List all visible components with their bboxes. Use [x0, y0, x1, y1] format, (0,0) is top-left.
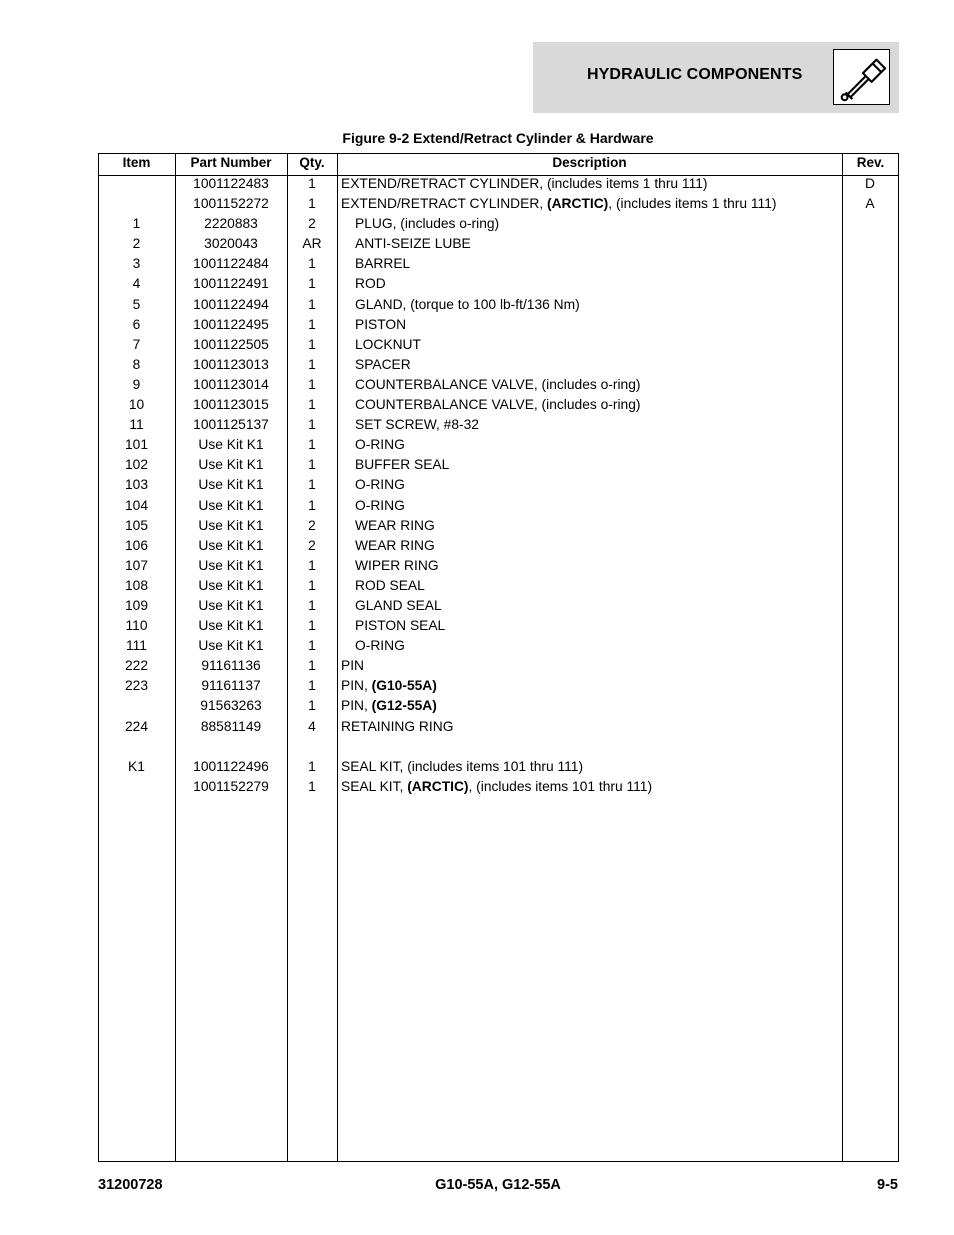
item-cell: 6 [132, 316, 141, 332]
part-number-cell: Use Kit K1 [198, 437, 264, 453]
table-row [98, 616, 899, 636]
qty-cell: 1 [308, 678, 316, 694]
qty-cell: 1 [308, 557, 316, 573]
description-cell: EXTEND/RETRACT CYLINDER, (includes items 1 thru 111) [341, 176, 708, 191]
table-row [98, 717, 899, 737]
qty-cell: 1 [308, 397, 316, 413]
part-number-cell: Use Kit K1 [198, 477, 264, 493]
qty-cell: 1 [308, 417, 316, 433]
qty-cell: 1 [308, 256, 316, 272]
description-cell [341, 194, 776, 214]
qty-cell: 1 [308, 176, 316, 191]
qty-cell: 1 [308, 597, 316, 613]
qty-cell: 1 [308, 477, 316, 493]
description-bold-text: (ARCTIC) [546, 196, 609, 212]
part-number-cell: Use Kit K1 [198, 618, 264, 634]
table-row [98, 174, 899, 194]
item-cell: 7 [132, 336, 141, 352]
item-cell: 1 [132, 216, 141, 232]
qty-cell: 2 [308, 537, 316, 553]
part-number-cell: 1001122505 [193, 336, 269, 352]
item-cell: 103 [124, 477, 149, 493]
description-bold-text: (ARCTIC) [407, 778, 469, 794]
figure-title: Figure 9-2 Extend/Retract Cylinder & Hardware [342, 130, 654, 146]
table-row [98, 295, 899, 315]
part-number-cell: Use Kit K1 [198, 497, 264, 513]
item-cell: 105 [124, 517, 149, 533]
part-number-cell: 1001125137 [193, 417, 269, 433]
description-cell: BUFFER SEAL [355, 457, 450, 473]
table-row [98, 254, 899, 274]
item-cell: 111 [126, 638, 147, 654]
description-cell: O-RING [355, 477, 405, 493]
description-cell: O-RING [355, 437, 405, 453]
rev-cell: D [865, 176, 875, 191]
page-number: 9-5 [877, 1177, 898, 1193]
part-number-cell: Use Kit K1 [198, 517, 264, 533]
qty-cell: 1 [308, 658, 316, 674]
part-number-cell: 88581149 [200, 718, 262, 734]
table-row [98, 315, 899, 335]
table-row [98, 777, 899, 797]
description-cell: WEAR RING [355, 517, 435, 533]
part-number-cell: 2220883 [204, 216, 258, 232]
description-cell: SET SCREW, #8-32 [355, 417, 479, 433]
table-row [98, 596, 899, 616]
description-cell: PISTON SEAL [355, 618, 446, 634]
qty-cell: 1 [308, 577, 316, 593]
qty-cell: 4 [308, 718, 316, 734]
qty-cell: 1 [308, 778, 316, 794]
description-cell: COUNTERBALANCE VALVE, (includes o-ring) [355, 376, 641, 392]
qty-cell: 1 [308, 638, 316, 654]
description-cell: ANTI-SEIZE LUBE [355, 236, 471, 252]
description-cell: ROD SEAL [355, 577, 425, 593]
table-row [98, 757, 899, 777]
table-row [98, 435, 899, 455]
part-number-cell: Use Kit K1 [198, 597, 264, 613]
model-numbers: G10-55A, G12-55A [435, 1177, 561, 1193]
description-bold-text: (G10-55A) [371, 678, 437, 694]
qty-cell: 1 [308, 196, 316, 212]
description-cell [341, 777, 652, 797]
qty-cell: 1 [308, 276, 316, 292]
item-cell: 222 [124, 658, 149, 674]
table-row [98, 676, 899, 696]
part-number-cell: 1001123013 [193, 356, 269, 372]
description-cell: WEAR RING [355, 537, 435, 553]
table-row [98, 214, 899, 234]
column-header-rev: Rev. [856, 155, 885, 170]
description-cell: RETAINING RING [341, 718, 454, 734]
qty-cell: 2 [308, 517, 316, 533]
column-header-description: Description [552, 155, 627, 170]
qty-cell: 1 [308, 698, 316, 714]
part-number-cell: 91161137 [201, 678, 261, 694]
description-cell: O-RING [355, 638, 405, 654]
description-bold-text: (G12-55A) [371, 698, 437, 714]
table-row [98, 656, 899, 676]
column-header-qty: Qty. [299, 155, 325, 170]
item-cell: 104 [124, 497, 149, 513]
part-number-cell: 1001152279 [193, 778, 269, 794]
table-row [98, 234, 899, 254]
table-row [98, 335, 899, 355]
table-row [98, 274, 899, 294]
description-cell: PIN [341, 658, 364, 674]
section-title: HYDRAULIC COMPONENTS [587, 66, 803, 83]
item-cell: 8 [132, 356, 141, 372]
part-number-cell: 1001122496 [193, 758, 269, 774]
document-number: 31200728 [98, 1177, 163, 1193]
description-text: EXTEND/RETRACT CYLINDER, [341, 196, 547, 212]
description-cell: WIPER RING [355, 557, 439, 573]
item-cell: 4 [132, 276, 141, 292]
table-row [98, 194, 899, 214]
description-cell: GLAND SEAL [355, 597, 442, 613]
table-row [98, 415, 899, 435]
qty-cell: 1 [308, 336, 316, 352]
part-number-cell: Use Kit K1 [198, 638, 264, 654]
qty-cell: 1 [308, 758, 316, 774]
table-row [98, 455, 899, 475]
part-number-cell: 1001122483 [193, 176, 269, 191]
table-row [98, 355, 899, 375]
part-number-cell: 1001122491 [193, 276, 269, 292]
description-text: , (includes items 1 thru 111) [608, 196, 777, 212]
description-cell [341, 676, 437, 696]
column-header-part-number: Part Number [190, 155, 272, 170]
item-cell: 3 [132, 256, 141, 272]
table-row [98, 696, 899, 716]
part-number-cell: 3020043 [204, 236, 258, 252]
qty-cell: 1 [308, 356, 316, 372]
item-cell: 110 [125, 618, 148, 634]
item-cell: 5 [132, 296, 141, 312]
part-number-cell: 1001122494 [193, 296, 269, 312]
table-row [98, 536, 899, 556]
qty-cell: 1 [308, 296, 316, 312]
part-number-cell: Use Kit K1 [198, 557, 264, 573]
qty-cell: 1 [308, 376, 316, 392]
item-cell: K1 [128, 758, 145, 774]
description-cell: ROD [355, 276, 386, 292]
description-cell: SPACER [355, 356, 411, 372]
qty-cell: 2 [308, 216, 316, 232]
description-cell: PISTON [355, 316, 407, 332]
qty-cell: 1 [308, 618, 316, 634]
description-text: , (includes items 101 thru 111) [468, 778, 653, 794]
item-cell: 9 [132, 376, 141, 392]
description-cell: O-RING [355, 497, 405, 513]
table-row [98, 395, 899, 415]
qty-cell: 1 [308, 437, 316, 453]
description-text: SEAL KIT, [341, 778, 408, 794]
part-number-cell: 1001122495 [193, 316, 269, 332]
qty-cell: 1 [308, 497, 316, 513]
table-row [98, 576, 899, 596]
item-cell: 11 [129, 417, 144, 433]
description-cell: BARREL [355, 256, 411, 272]
item-cell: 108 [124, 577, 149, 593]
item-cell: 2 [132, 236, 141, 252]
table-row [98, 475, 899, 495]
table-row [98, 516, 899, 536]
description-text: PIN, [341, 698, 372, 714]
description-cell: COUNTERBALANCE VALVE, (includes o-ring) [355, 397, 641, 413]
part-number-cell: 91563263 [200, 698, 262, 714]
description-text: PIN, [341, 678, 372, 694]
item-cell: 106 [124, 537, 149, 553]
column-header-item: Item [122, 155, 151, 170]
table-body [98, 174, 899, 797]
qty-cell: 1 [308, 316, 316, 332]
part-number-cell: Use Kit K1 [198, 577, 264, 593]
item-cell: 102 [124, 457, 149, 473]
part-number-cell: 1001122484 [193, 256, 269, 272]
description-cell: PLUG, (includes o-ring) [355, 216, 500, 232]
table-row [98, 556, 899, 576]
item-cell: 109 [124, 597, 149, 613]
description-cell: SEAL KIT, (includes items 101 thru 111) [341, 758, 584, 774]
item-cell: 223 [124, 678, 149, 694]
qty-cell: 1 [308, 457, 316, 473]
item-cell: 224 [124, 718, 149, 734]
rev-cell: A [865, 196, 875, 212]
part-number-cell: 1001152272 [193, 196, 269, 212]
table-row [98, 375, 899, 395]
part-number-cell: Use Kit K1 [198, 457, 264, 473]
description-cell: GLAND, (torque to 100 lb-ft/136 Nm) [355, 296, 580, 312]
hydraulic-cylinder-icon [833, 49, 890, 105]
part-number-cell: 1001123014 [193, 376, 269, 392]
part-number-cell: Use Kit K1 [198, 537, 264, 553]
description-cell [341, 696, 437, 716]
item-cell: 10 [128, 397, 145, 413]
qty-cell: AR [302, 236, 322, 252]
table-row [98, 496, 899, 516]
table-row [98, 737, 899, 757]
table-row [98, 636, 899, 656]
part-number-cell: 91161136 [201, 658, 261, 674]
part-number-cell: 1001123015 [193, 397, 269, 413]
item-cell: 101 [124, 437, 149, 453]
item-cell: 107 [124, 557, 149, 573]
description-cell: LOCKNUT [355, 336, 421, 352]
